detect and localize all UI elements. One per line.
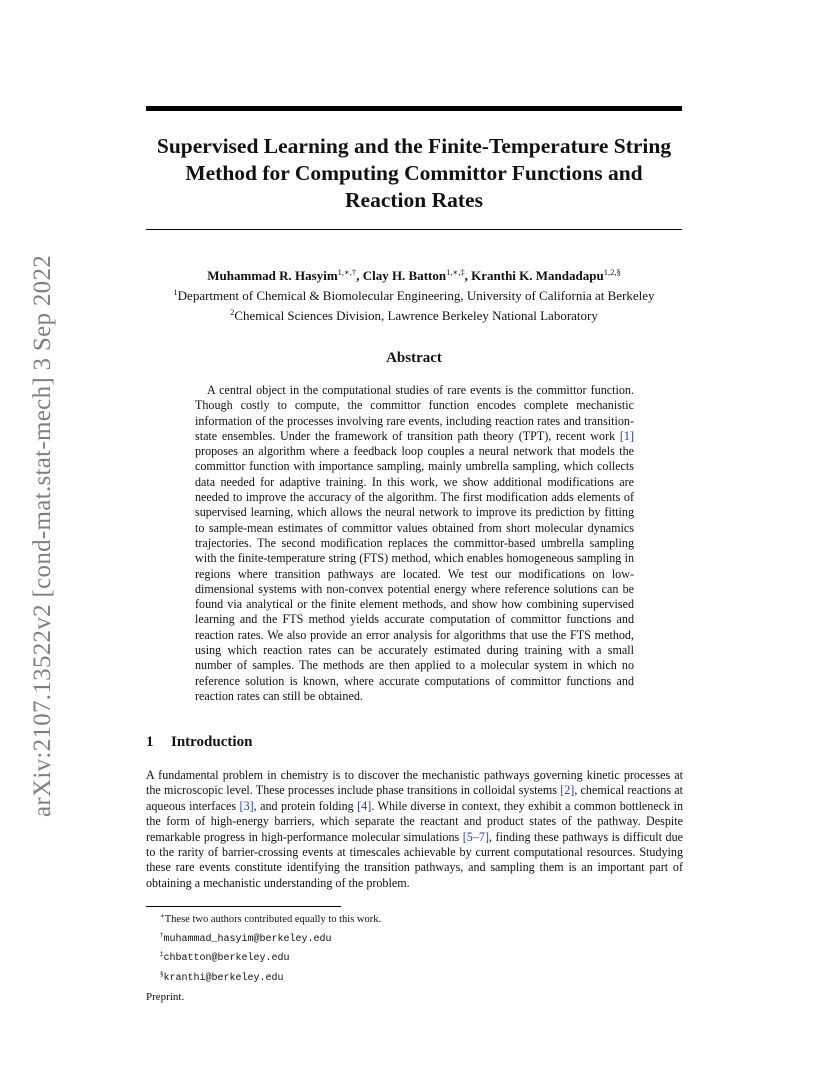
abstract-body: A central object in the computational studies of rare events is the committor function. Though costly to compute, the committor function encodes complete mechanistic information of the processes involving rare events, including reaction rates and transition-state ensembles. Under the framework of transition path theory (TPT), recent work [1] proposes an algorithm where a feedback loop couples a neural network that models the committor function with importance sampling, mainly umbrella sampling, which collects data needed for adaptive training. In this work, we show additional modifications are needed to improve the accuracy of the algorithm. The first modification adds elements of supervised learning, which allows the neural network to improve its prediction by fitting to sample-mean estimates of committor values obtained from short molecular dynamics trajectories. The second modification replaces the committor-based umbrella sampling with the finite-temperature string (FTS) method, which enables homogeneous sampling in regions where transition pathways are located. We test our modifications on low-dimensional systems with non-convex potential energy where reference solutions can be found via analytical or the finite element methods, and show how combining supervised learning and the FTS method yields accurate computation of committor functions and reaction rates. We also provide an error analysis for algorithms that use the FTS method, using which reaction rates can be accurately estimated during training with a small number of samples. The methods are then applied to a molecular system in which no reference solution is known, where accurate computations of committor functions and reaction rates can still be obtained.: [195, 383, 634, 703]
email-link[interactable]: kranthi@berkeley.edu: [163, 972, 284, 984]
email-link[interactable]: chbatton@berkeley.edu: [163, 953, 290, 964]
author-2-marks: 1,∗,‡: [446, 267, 465, 277]
author-block: [146, 264, 682, 324]
section-number: 1: [146, 734, 154, 750]
footnote-4: §kranthi@berkeley.edu: [160, 969, 284, 984]
arxiv-id: arXiv:2107.13522v2 [cond-mat.stat-mech] 3 Sep 2022: [29, 254, 57, 818]
preprint-label: Preprint.: [146, 991, 185, 1003]
author-3: Kranthi K. Mandadapu: [471, 268, 604, 283]
title-bottom-rule: [146, 229, 682, 230]
affiliation-2: $^2$Chemical Sciences Division, Lawrence Berkeley National Laboratory: [230, 307, 598, 323]
footnote-divider: [146, 906, 341, 907]
author-2: Clay H. Batton: [362, 268, 447, 283]
author-3-marks: 1,2,§: [603, 267, 621, 277]
email-link[interactable]: muhammad_hasyim@berkeley.edu: [163, 933, 332, 945]
title-top-rule: [146, 106, 682, 111]
footnotes: [160, 909, 381, 986]
arxiv-stamp: [18, 0, 68, 1072]
section-heading: [146, 734, 252, 751]
abstract-heading: Abstract: [386, 350, 442, 366]
citation-link[interactable]: [2]: [560, 783, 575, 798]
introduction-paragraph: A fundamental problem in chemistry is to discover the mechanistic pathways governing kinetic processes at the microscopic level. These processes include phase transitions in colloidal systems [2], chemical reactions at aqueous interfaces [3], and protein folding [4]. While diverse in context, they exhibit a common bottleneck in the form of high-energy barriers, which separate the reactant and product states of the pathway. Despite remarkable progress in high-performance molecular simulations [5–7], finding these pathways is difficult due to the rarity of barrier-crossing events at timescales achievable by current computational resources. Studying these rare events constitute identifying the transition pathways, and sampling them is an important part of obtaining a mechanistic understanding of the problem.: [146, 768, 683, 890]
footnote-1: ∗These two authors contributed equally to this work.: [160, 912, 382, 925]
citation-link[interactable]: [5–7]: [462, 829, 489, 844]
citation-link[interactable]: [3]: [239, 798, 254, 813]
affiliation-1: $^1$Department of Chemical & Biomolecular Engineering, University of California at Berkeley: [173, 287, 655, 303]
paper-title: Supervised Learning and the Finite-Temperature String Method for Computing Committor Functions and Reaction Rates: [156, 134, 672, 212]
author-1-marks: 1,∗,†: [337, 267, 357, 277]
footnote-2: †muhammad_hasyim@berkeley.edu: [160, 930, 332, 945]
author-names: Muhammad R. Hasyim$^{1,∗,\dagger}$, Clay H. Batton$^{1,∗,\ddagger}$, Kranthi K. Mandadapu$^{1,2,\S}$: [207, 267, 621, 283]
author-1: Muhammad R. Hasyim: [207, 268, 338, 283]
footnote-3: ‡chbatton@berkeley.edu: [160, 950, 290, 964]
section-title: Introduction: [171, 734, 253, 750]
citation-link[interactable]: [4]: [357, 798, 372, 813]
citation-link[interactable]: [1]: [619, 428, 634, 443]
